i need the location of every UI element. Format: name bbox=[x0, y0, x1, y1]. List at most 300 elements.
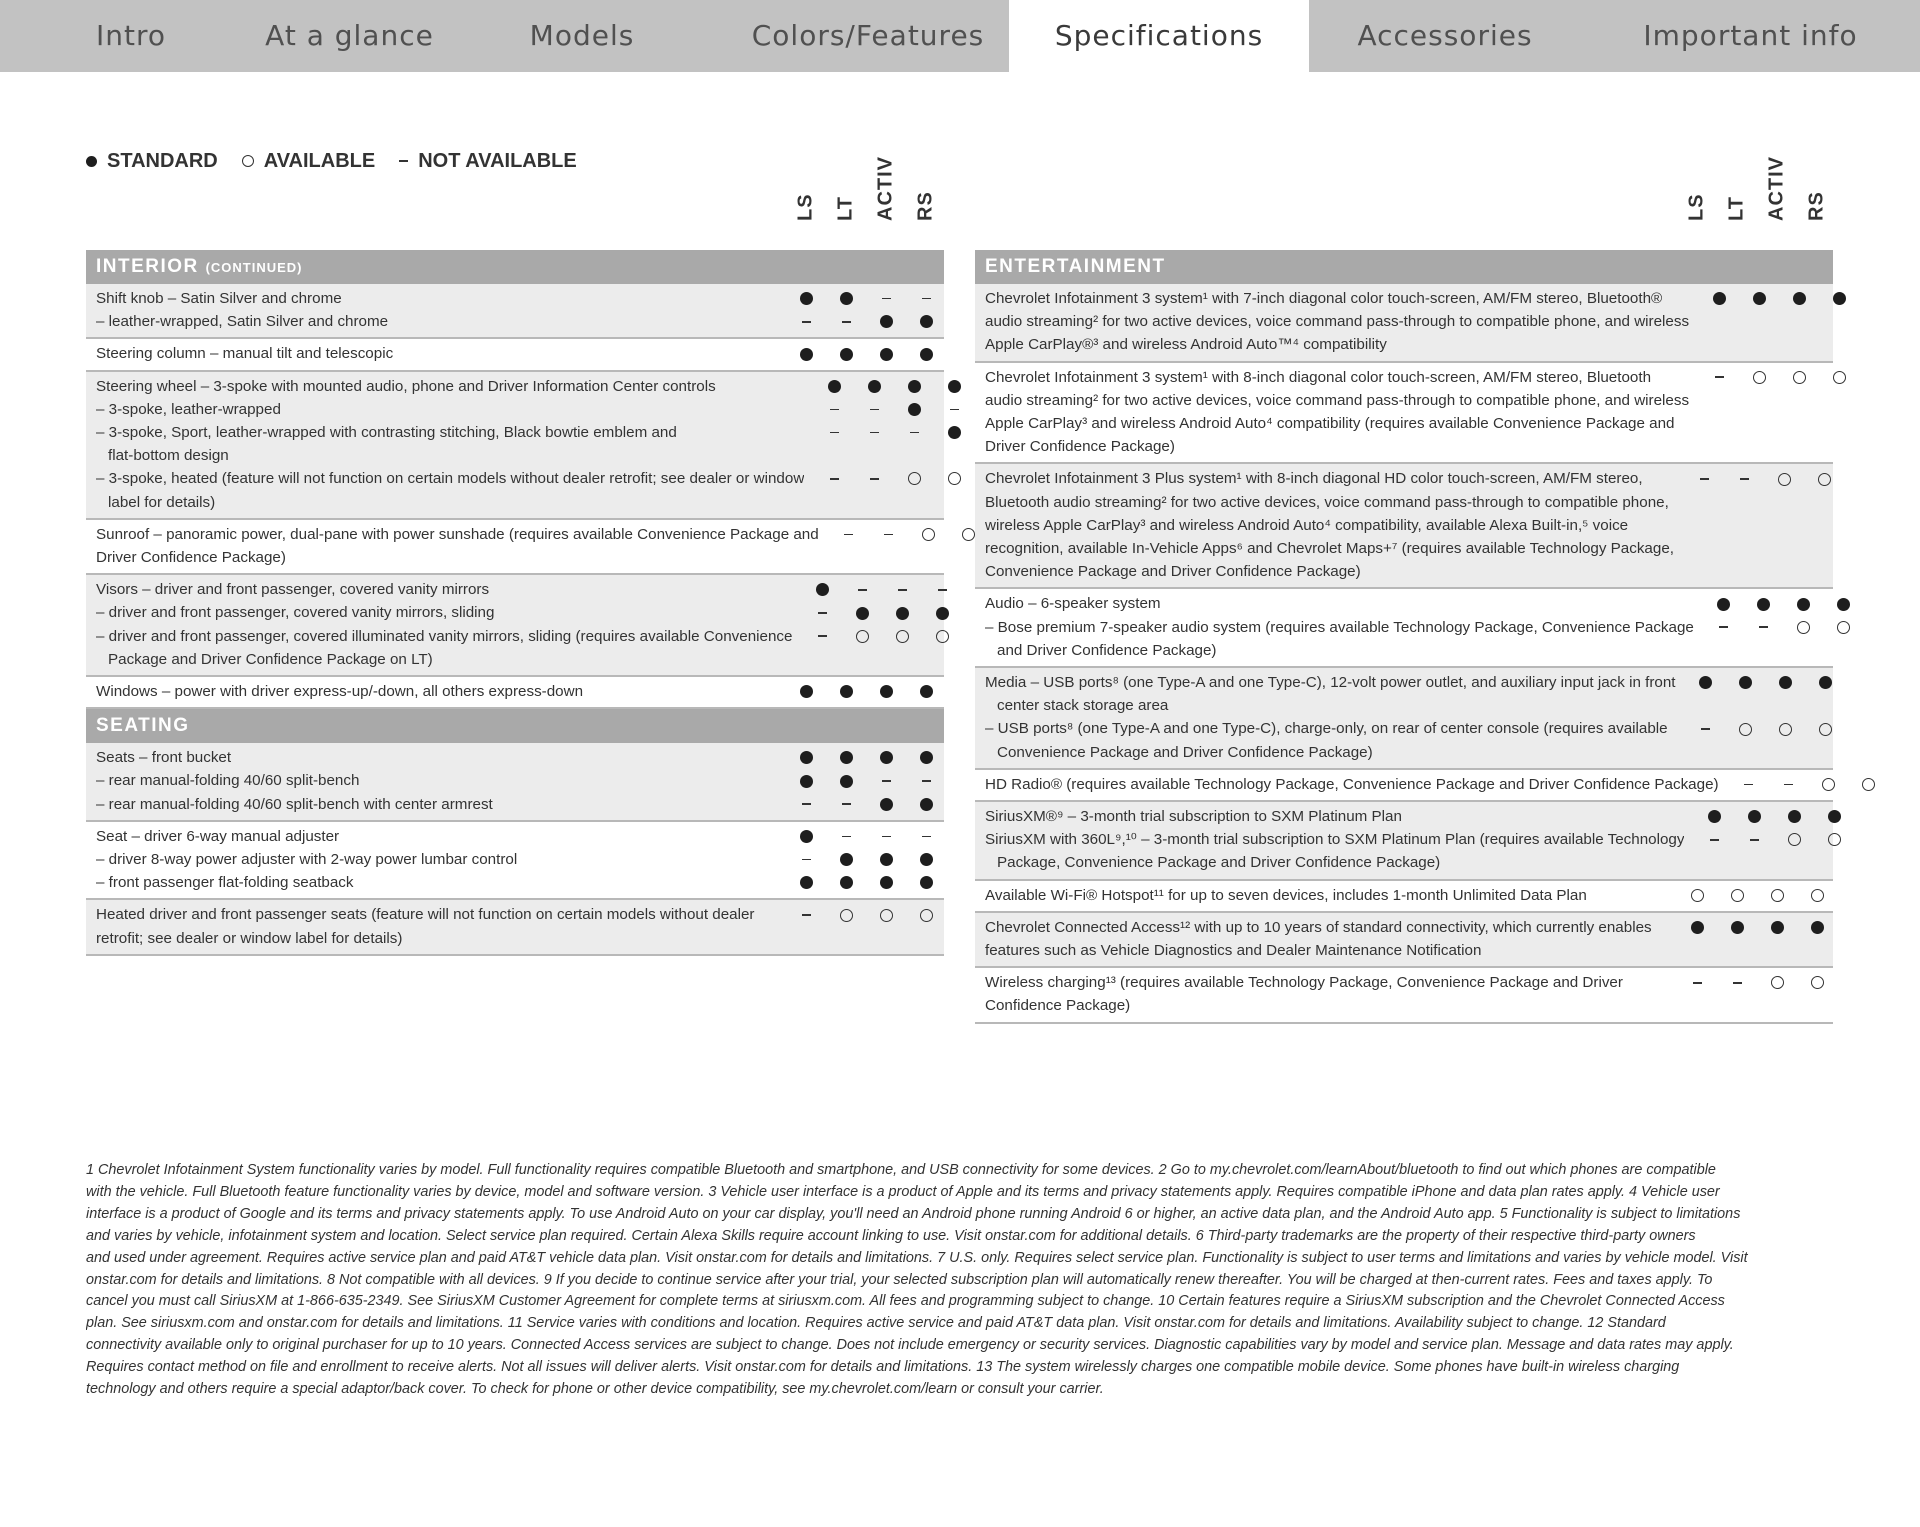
mark-cell-rs bbox=[1824, 616, 1864, 639]
standard-dot-icon bbox=[1833, 292, 1846, 305]
not-available-dash-icon bbox=[858, 589, 867, 591]
tab-specifications[interactable]: Specifications bbox=[1009, 0, 1309, 72]
mark-cell-ls bbox=[829, 523, 869, 546]
mark-cell-activ bbox=[1757, 939, 1797, 962]
availability-marks bbox=[1677, 916, 1837, 962]
mark-cell-ls bbox=[1677, 884, 1717, 907]
section-title: SEATING bbox=[96, 715, 190, 737]
mark-line bbox=[814, 491, 974, 514]
mark-cell-rs bbox=[906, 769, 946, 792]
feature-line: Sunroof – panoramic power, dual-pane with power sunshade (requires available Convenience Package and bbox=[96, 525, 819, 543]
not-available-dash-icon bbox=[802, 803, 811, 805]
feature-line: – 3-spoke, leather-wrapped bbox=[96, 400, 281, 418]
mark-cell-rs bbox=[1804, 491, 1844, 514]
feature-description bbox=[86, 746, 786, 816]
legend-available-label: AVAILABLE bbox=[263, 149, 376, 172]
standard-dot-icon bbox=[908, 403, 921, 416]
mark-cell-lt bbox=[1734, 828, 1774, 851]
feature-description bbox=[975, 467, 1684, 583]
tab-models[interactable]: Models bbox=[529, 19, 635, 52]
standard-dot-icon bbox=[908, 380, 921, 393]
standard-dot-icon bbox=[800, 775, 813, 788]
mark-line bbox=[1686, 741, 1846, 764]
mark-line bbox=[814, 398, 974, 421]
standard-dot-icon bbox=[1691, 921, 1704, 934]
available-ring-icon bbox=[1822, 778, 1835, 791]
mark-line bbox=[786, 746, 946, 769]
mark-cell-lt bbox=[1726, 741, 1766, 764]
not-available-dash-icon bbox=[1719, 626, 1728, 628]
feature-line: – leather-wrapped, Satin Silver and chrome bbox=[96, 313, 389, 331]
mark-cell-rs bbox=[922, 578, 962, 601]
mark-cell-rs bbox=[906, 287, 946, 310]
feature-line: Audio – 6-speaker system bbox=[985, 595, 1161, 613]
mark-cell-activ bbox=[1766, 741, 1806, 764]
mark-cell-activ bbox=[866, 903, 906, 926]
table-row bbox=[975, 363, 1833, 465]
availability-marks bbox=[1684, 467, 1844, 583]
feature-description bbox=[975, 916, 1677, 962]
mark-cell-lt bbox=[842, 601, 882, 624]
mark-cell-lt bbox=[869, 546, 909, 569]
standard-dot-icon bbox=[840, 751, 853, 764]
feature-line: Chevrolet Connected Access¹² with up to 10 years of standard connectivity, which currently enables bbox=[985, 918, 1652, 936]
feature-line: Convenience Package and Driver Confidence Package) bbox=[997, 743, 1373, 761]
mark-cell-activ bbox=[1779, 333, 1819, 356]
mark-line bbox=[786, 903, 946, 926]
feature-description bbox=[975, 884, 1677, 907]
footnote-line: technology and others require a special adaptor/back cover. To check for phone or other device compatibility, see my.chevrolet.com/learn or consult your carrier. bbox=[86, 1381, 1104, 1398]
mark-cell-activ bbox=[866, 310, 906, 333]
mark-line bbox=[1677, 994, 1837, 1017]
available-ring-icon bbox=[1828, 833, 1841, 846]
tab-intro[interactable]: Intro bbox=[95, 19, 166, 52]
mark-cell-lt bbox=[1724, 514, 1764, 537]
mark-cell-lt bbox=[1724, 491, 1764, 514]
mark-cell-activ bbox=[866, 848, 906, 871]
standard-dot-icon bbox=[1748, 810, 1761, 823]
available-ring-icon bbox=[1739, 723, 1752, 736]
mark-cell-ls bbox=[814, 421, 854, 444]
entertainment-table bbox=[975, 156, 1833, 1024]
column-header-rs: RS bbox=[1805, 191, 1828, 221]
feature-line: HD Radio® (requires available Technology Package, Convenience Package and Driver Confidence Package) bbox=[985, 775, 1719, 793]
mark-cell-rs bbox=[934, 398, 974, 421]
standard-dot-icon bbox=[920, 876, 933, 889]
mark-cell-activ bbox=[1784, 616, 1824, 639]
mark-cell-activ bbox=[1779, 389, 1819, 412]
table-row bbox=[975, 968, 1833, 1023]
mark-cell-lt bbox=[1717, 939, 1757, 962]
mark-cell-activ bbox=[894, 375, 934, 398]
mark-cell-lt bbox=[826, 310, 866, 333]
mark-line bbox=[1677, 971, 1837, 994]
table-row bbox=[975, 464, 1833, 589]
mark-cell-ls bbox=[1704, 639, 1744, 662]
feature-line: Convenience Package and Driver Confidence Package) bbox=[985, 563, 1361, 581]
standard-dot-icon bbox=[1837, 598, 1850, 611]
standard-dot-icon bbox=[1771, 921, 1784, 934]
footnote-line: 1 Chevrolet Infotainment System functionality varies by model. Full functionality requires compatible Bluetooth and smartphone, and USB connectivity for some devices. 2 Go to my.chevrolet.com/learnAbout/bluetooth to find out which phones are compatible bbox=[86, 1162, 1716, 1178]
feature-line: Wireless charging¹³ (requires available Technology Package, Convenience Package and Driver bbox=[985, 974, 1623, 992]
standard-dot-icon bbox=[896, 607, 909, 620]
mark-cell-ls bbox=[1686, 694, 1726, 717]
mark-cell-rs bbox=[922, 601, 962, 624]
standard-dot-icon bbox=[920, 315, 933, 328]
not-available-dash-icon bbox=[950, 409, 959, 411]
mark-cell-activ bbox=[894, 421, 934, 444]
mark-cell-lt bbox=[854, 375, 894, 398]
mark-cell-activ bbox=[1764, 514, 1804, 537]
section-header bbox=[975, 250, 1833, 284]
mark-line bbox=[814, 467, 974, 490]
mark-cell-activ bbox=[1764, 537, 1804, 560]
mark-cell-lt bbox=[1724, 467, 1764, 490]
mark-cell-lt bbox=[826, 342, 866, 365]
mark-cell-rs bbox=[934, 421, 974, 444]
mark-cell-activ bbox=[909, 546, 949, 569]
section-title: INTERIOR bbox=[96, 256, 199, 277]
not-available-dash-icon bbox=[830, 478, 839, 480]
tab-accessories[interactable]: Accessories bbox=[1357, 19, 1533, 52]
mark-cell-activ bbox=[1757, 994, 1797, 1017]
mark-cell-ls bbox=[1684, 514, 1724, 537]
mark-line bbox=[786, 287, 946, 310]
not-available-dash-icon bbox=[802, 914, 811, 916]
mark-cell-rs bbox=[1797, 994, 1837, 1017]
column-header-rs: RS bbox=[914, 191, 937, 221]
not-available-dash-icon bbox=[1740, 478, 1749, 480]
mark-cell-rs bbox=[906, 903, 946, 926]
mark-cell-rs bbox=[922, 625, 962, 648]
not-available-dash-icon bbox=[1715, 376, 1724, 378]
available-ring-icon bbox=[920, 909, 933, 922]
mark-cell-ls bbox=[1699, 310, 1739, 333]
mark-cell-lt bbox=[842, 648, 882, 671]
mark-cell-rs bbox=[1806, 741, 1846, 764]
mark-cell-lt bbox=[1717, 916, 1757, 939]
availability-marks bbox=[802, 578, 962, 671]
available-ring-icon bbox=[1779, 723, 1792, 736]
footnote-line: interface is a product of Google and its terms and privacy statements apply. To use Android Auto on your car display, you'll need an Android phone running Android 6 or higher, an active data plan, and the Android Auto app. 5 Functionality is subject to limitations bbox=[86, 1205, 1741, 1222]
available-ring-icon bbox=[1788, 833, 1801, 846]
mark-cell-ls bbox=[829, 546, 869, 569]
not-available-dash-icon bbox=[882, 780, 891, 782]
mark-cell-activ bbox=[1764, 560, 1804, 583]
mark-line bbox=[802, 648, 962, 671]
mark-cell-ls bbox=[814, 398, 854, 421]
mark-line bbox=[802, 625, 962, 648]
mark-cell-activ bbox=[1809, 773, 1849, 796]
availability-marks bbox=[1729, 773, 1889, 796]
tab-at-a-glance[interactable]: At a glance bbox=[265, 19, 434, 52]
mark-cell-ls bbox=[786, 793, 826, 816]
mark-line bbox=[1699, 389, 1859, 412]
section-header bbox=[86, 709, 944, 743]
mark-cell-lt bbox=[826, 680, 866, 703]
mark-cell-activ bbox=[1764, 467, 1804, 490]
mark-cell-rs bbox=[934, 491, 974, 514]
mark-cell-ls bbox=[1699, 287, 1739, 310]
table-row bbox=[86, 677, 944, 709]
standard-dot-icon bbox=[920, 348, 933, 361]
not-available-dash-icon bbox=[802, 859, 811, 861]
not-available-dash-icon bbox=[818, 612, 827, 614]
mark-cell-rs bbox=[1819, 366, 1859, 389]
mark-cell-lt bbox=[1739, 435, 1779, 458]
feature-line: Steering wheel – 3-spoke with mounted audio, phone and Driver Information Center controls bbox=[96, 377, 716, 395]
mark-cell-lt bbox=[1769, 773, 1809, 796]
not-available-dash-icon bbox=[1744, 784, 1753, 786]
availability-marks bbox=[1699, 287, 1859, 357]
table-row bbox=[975, 284, 1833, 363]
availability-marks bbox=[814, 375, 974, 514]
mark-cell-lt bbox=[1744, 592, 1784, 615]
standard-dot-icon bbox=[1793, 292, 1806, 305]
footnote-line: and used under agreement. Requires active service plan and paid AT&T vehicle data plan. Visit onstar.com for details and limitations. 7 U.S. only. Requires select service plan. Functionality is subject to user terms and limitations and varies by vehicle model. Visit bbox=[86, 1249, 1748, 1266]
mark-cell-activ bbox=[1784, 639, 1824, 662]
table-row bbox=[86, 339, 944, 371]
mark-cell-rs bbox=[934, 375, 974, 398]
mark-cell-lt bbox=[1739, 333, 1779, 356]
legend-not-available-label: NOT AVAILABLE bbox=[418, 149, 577, 172]
feature-line: Confidence Package) bbox=[985, 997, 1131, 1015]
mark-cell-rs bbox=[1804, 537, 1844, 560]
feature-line: Seats – front bucket bbox=[96, 749, 232, 767]
not-available-dash-icon bbox=[1700, 478, 1709, 480]
mark-cell-ls bbox=[802, 625, 842, 648]
table-row bbox=[975, 913, 1833, 968]
not-available-dash-icon bbox=[938, 589, 947, 591]
mark-cell-rs bbox=[1806, 671, 1846, 694]
footnote-line: plan. See siriusxm.com and onstar.com for details and limitations. 11 Service varies with conditions and location. Requires active service and paid AT&T data plan. Visit onstar.com for details and limitations. Availability subject to change. 12 Standard bbox=[86, 1315, 1666, 1332]
mark-cell-ls bbox=[1694, 828, 1734, 851]
standard-dot-icon bbox=[840, 348, 853, 361]
mark-cell-activ bbox=[909, 523, 949, 546]
available-ring-icon bbox=[1833, 371, 1846, 384]
mark-cell-ls bbox=[1699, 333, 1739, 356]
standard-dot-icon bbox=[828, 380, 841, 393]
feature-line: – Bose premium 7-speaker audio system (requires available Technology Package, Convenience Package bbox=[985, 618, 1694, 636]
feature-line: center stack storage area bbox=[997, 697, 1169, 715]
mark-cell-activ bbox=[1766, 671, 1806, 694]
not-available-dash-icon bbox=[870, 409, 879, 411]
mark-cell-lt bbox=[826, 825, 866, 848]
feature-line: Visors – driver and front passenger, covered vanity mirrors bbox=[96, 581, 490, 599]
mark-cell-activ bbox=[894, 467, 934, 490]
mark-line bbox=[1684, 514, 1844, 537]
legend-standard-label: STANDARD bbox=[107, 149, 218, 172]
mark-cell-ls bbox=[1699, 435, 1739, 458]
standard-dot-icon bbox=[880, 853, 893, 866]
mark-cell-rs bbox=[1819, 287, 1859, 310]
mark-cell-activ bbox=[866, 927, 906, 950]
mark-cell-lt bbox=[854, 444, 894, 467]
mark-cell-rs bbox=[934, 467, 974, 490]
mark-cell-rs bbox=[1814, 805, 1854, 828]
standard-dot-icon bbox=[800, 348, 813, 361]
mark-cell-rs bbox=[1804, 560, 1844, 583]
feature-line: flat-bottom design bbox=[108, 447, 229, 465]
mark-cell-ls bbox=[1699, 366, 1739, 389]
mark-cell-ls bbox=[1699, 412, 1739, 435]
feature-line: – rear manual-folding 40/60 split-bench with center armrest bbox=[96, 795, 493, 813]
mark-cell-ls bbox=[786, 342, 826, 365]
mark-cell-activ bbox=[866, 871, 906, 894]
standard-dot-icon bbox=[880, 751, 893, 764]
feature-line: Chevrolet Infotainment 3 Plus system¹ with 8-inch diagonal HD color touch-screen, AM/FM stereo, bbox=[985, 470, 1643, 488]
mark-line bbox=[1686, 694, 1846, 717]
table-row bbox=[975, 668, 1833, 770]
standard-dot-icon bbox=[880, 876, 893, 889]
mark-line bbox=[829, 523, 989, 546]
feature-line: Chevrolet Infotainment 3 system¹ with 7-inch diagonal color touch-screen, AM/FM stereo, Bluetooth® bbox=[985, 290, 1663, 307]
mark-cell-ls bbox=[814, 375, 854, 398]
mark-cell-ls bbox=[802, 648, 842, 671]
mark-cell-activ bbox=[866, 746, 906, 769]
not-available-dash-icon bbox=[884, 534, 893, 536]
mark-cell-lt bbox=[826, 746, 866, 769]
not-available-dash-icon bbox=[1693, 982, 1702, 984]
feature-description bbox=[975, 287, 1699, 357]
mark-cell-lt bbox=[1717, 884, 1757, 907]
feature-line: Windows – power with driver express-up/-down, all others express-down bbox=[96, 683, 584, 701]
mark-line bbox=[786, 680, 946, 703]
mark-line bbox=[1699, 333, 1859, 356]
mark-line bbox=[786, 825, 946, 848]
mark-cell-lt bbox=[826, 848, 866, 871]
mark-cell-ls bbox=[1694, 851, 1734, 874]
not-available-dash-icon bbox=[802, 321, 811, 323]
available-ring-icon bbox=[936, 630, 949, 643]
feature-description bbox=[975, 366, 1699, 459]
feature-line: audio streaming² for two active devices, voice command pass-through to compatible phone, and wireless bbox=[985, 313, 1690, 331]
mark-cell-activ bbox=[1779, 310, 1819, 333]
feature-line: – driver and front passenger, covered vanity mirrors, sliding bbox=[96, 604, 495, 622]
available-ring-icon bbox=[880, 909, 893, 922]
mark-cell-ls bbox=[802, 578, 842, 601]
feature-line: Steering column – manual tilt and telescopic bbox=[96, 345, 394, 363]
mark-cell-ls bbox=[1686, 741, 1726, 764]
tab-colors-features[interactable]: Colors/Features bbox=[751, 19, 985, 52]
mark-cell-ls bbox=[786, 680, 826, 703]
feature-line: Driver Confidence Package) bbox=[96, 549, 286, 567]
mark-cell-ls bbox=[1694, 805, 1734, 828]
not-available-dash-icon bbox=[922, 780, 931, 782]
standard-dot-icon bbox=[840, 853, 853, 866]
available-ring-icon bbox=[840, 909, 853, 922]
mark-line bbox=[1677, 916, 1837, 939]
mark-cell-lt bbox=[1739, 310, 1779, 333]
mark-line bbox=[1684, 467, 1844, 490]
mark-cell-lt bbox=[1726, 694, 1766, 717]
available-ring-icon bbox=[1837, 621, 1850, 634]
mark-cell-activ bbox=[894, 398, 934, 421]
mark-cell-ls bbox=[786, 310, 826, 333]
feature-line: – USB ports⁸ (one Type-A and one Type-C), charge-only, on rear of center console (requires available bbox=[985, 720, 1668, 738]
feature-description bbox=[86, 903, 786, 949]
feature-line: – driver and front passenger, covered illuminated vanity mirrors, sliding (requires available Convenience bbox=[96, 627, 793, 645]
mark-cell-ls bbox=[1686, 671, 1726, 694]
mark-cell-lt bbox=[1744, 616, 1784, 639]
feature-description bbox=[86, 287, 786, 333]
mark-cell-lt bbox=[826, 903, 866, 926]
mark-cell-rs bbox=[1819, 333, 1859, 356]
not-available-dash-icon bbox=[1701, 728, 1710, 730]
feature-line: Bluetooth audio streaming² for two active devices, voice command pass-through to compatible phone, bbox=[985, 493, 1669, 511]
mark-cell-rs bbox=[1797, 916, 1837, 939]
mark-line bbox=[1699, 287, 1859, 310]
column-header-ls: LS bbox=[794, 193, 817, 221]
mark-cell-lt bbox=[1739, 412, 1779, 435]
mark-cell-lt bbox=[826, 927, 866, 950]
table-row bbox=[86, 284, 944, 339]
available-ring-icon bbox=[962, 528, 975, 541]
available-ring-icon bbox=[1691, 889, 1704, 902]
mark-line bbox=[814, 375, 974, 398]
mark-cell-lt bbox=[1717, 971, 1757, 994]
mark-cell-ls bbox=[814, 491, 854, 514]
table-row bbox=[86, 520, 944, 575]
available-ring-icon bbox=[1771, 976, 1784, 989]
mark-cell-rs bbox=[1804, 514, 1844, 537]
table-row bbox=[86, 372, 944, 520]
mark-cell-lt bbox=[854, 421, 894, 444]
mark-cell-activ bbox=[1766, 694, 1806, 717]
standard-dot-icon bbox=[800, 751, 813, 764]
feature-line: SiriusXM®⁹ – 3-month trial subscription to SXM Platinum Plan bbox=[985, 808, 1402, 826]
not-available-dash-icon bbox=[1759, 626, 1768, 628]
mark-cell-ls bbox=[814, 444, 854, 467]
not-available-dash-icon bbox=[842, 836, 851, 838]
feature-line: – 3-spoke, heated (feature will not function on certain models without dealer retrofit; see dealer or window bbox=[96, 470, 805, 488]
mark-cell-activ bbox=[894, 491, 934, 514]
footnote-line: cancel you must call SiriusXM at 1-866-635-2349. See SiriusXM Customer Agreement for complete terms at siriusxm.com. All fees and programming subject to change. 10 Certain features require a SiriusXM subscription and the Chevrolet Connected Access bbox=[86, 1293, 1725, 1310]
standard-dot-icon bbox=[1828, 810, 1841, 823]
mark-line bbox=[786, 927, 946, 950]
mark-cell-lt bbox=[854, 398, 894, 421]
not-available-dash-icon bbox=[1733, 982, 1742, 984]
tab-important-info[interactable]: Important info bbox=[1643, 19, 1858, 52]
table-row bbox=[975, 770, 1833, 802]
footnote-line: onstar.com for details and limitations. 8 Not compatible with all devices. 9 If you decide to continue service after your trial, your selected subscription plan will automatically renew thereafter. You will be charged at then-current rates. Fees and taxes apply. To bbox=[86, 1271, 1713, 1288]
mark-cell-lt bbox=[1739, 287, 1779, 310]
not-available-dash-icon bbox=[399, 160, 408, 162]
mark-cell-lt bbox=[854, 491, 894, 514]
standard-dot-icon bbox=[840, 775, 853, 788]
not-available-dash-icon bbox=[830, 409, 839, 411]
mark-cell-rs bbox=[1797, 884, 1837, 907]
not-available-dash-icon bbox=[844, 534, 853, 536]
feature-line: Available Wi-Fi® Hotspot¹¹ for up to seven devices, includes 1-month Unlimited Data Plan bbox=[985, 886, 1587, 904]
availability-marks bbox=[1677, 884, 1837, 907]
mark-cell-rs bbox=[1849, 773, 1889, 796]
not-available-dash-icon bbox=[870, 478, 879, 480]
mark-cell-activ bbox=[866, 287, 906, 310]
not-available-dash-icon bbox=[1710, 839, 1719, 841]
mark-cell-lt bbox=[826, 871, 866, 894]
standard-dot-icon bbox=[920, 853, 933, 866]
feature-line: – front passenger flat-folding seatback bbox=[96, 874, 354, 892]
mark-line bbox=[829, 546, 989, 569]
mark-cell-rs bbox=[906, 871, 946, 894]
availability-marks bbox=[786, 680, 946, 703]
availability-marks bbox=[1686, 671, 1846, 764]
not-available-dash-icon bbox=[898, 589, 907, 591]
table-row bbox=[975, 589, 1833, 668]
mark-line bbox=[786, 342, 946, 365]
column-header-lt: LT bbox=[1725, 196, 1748, 221]
